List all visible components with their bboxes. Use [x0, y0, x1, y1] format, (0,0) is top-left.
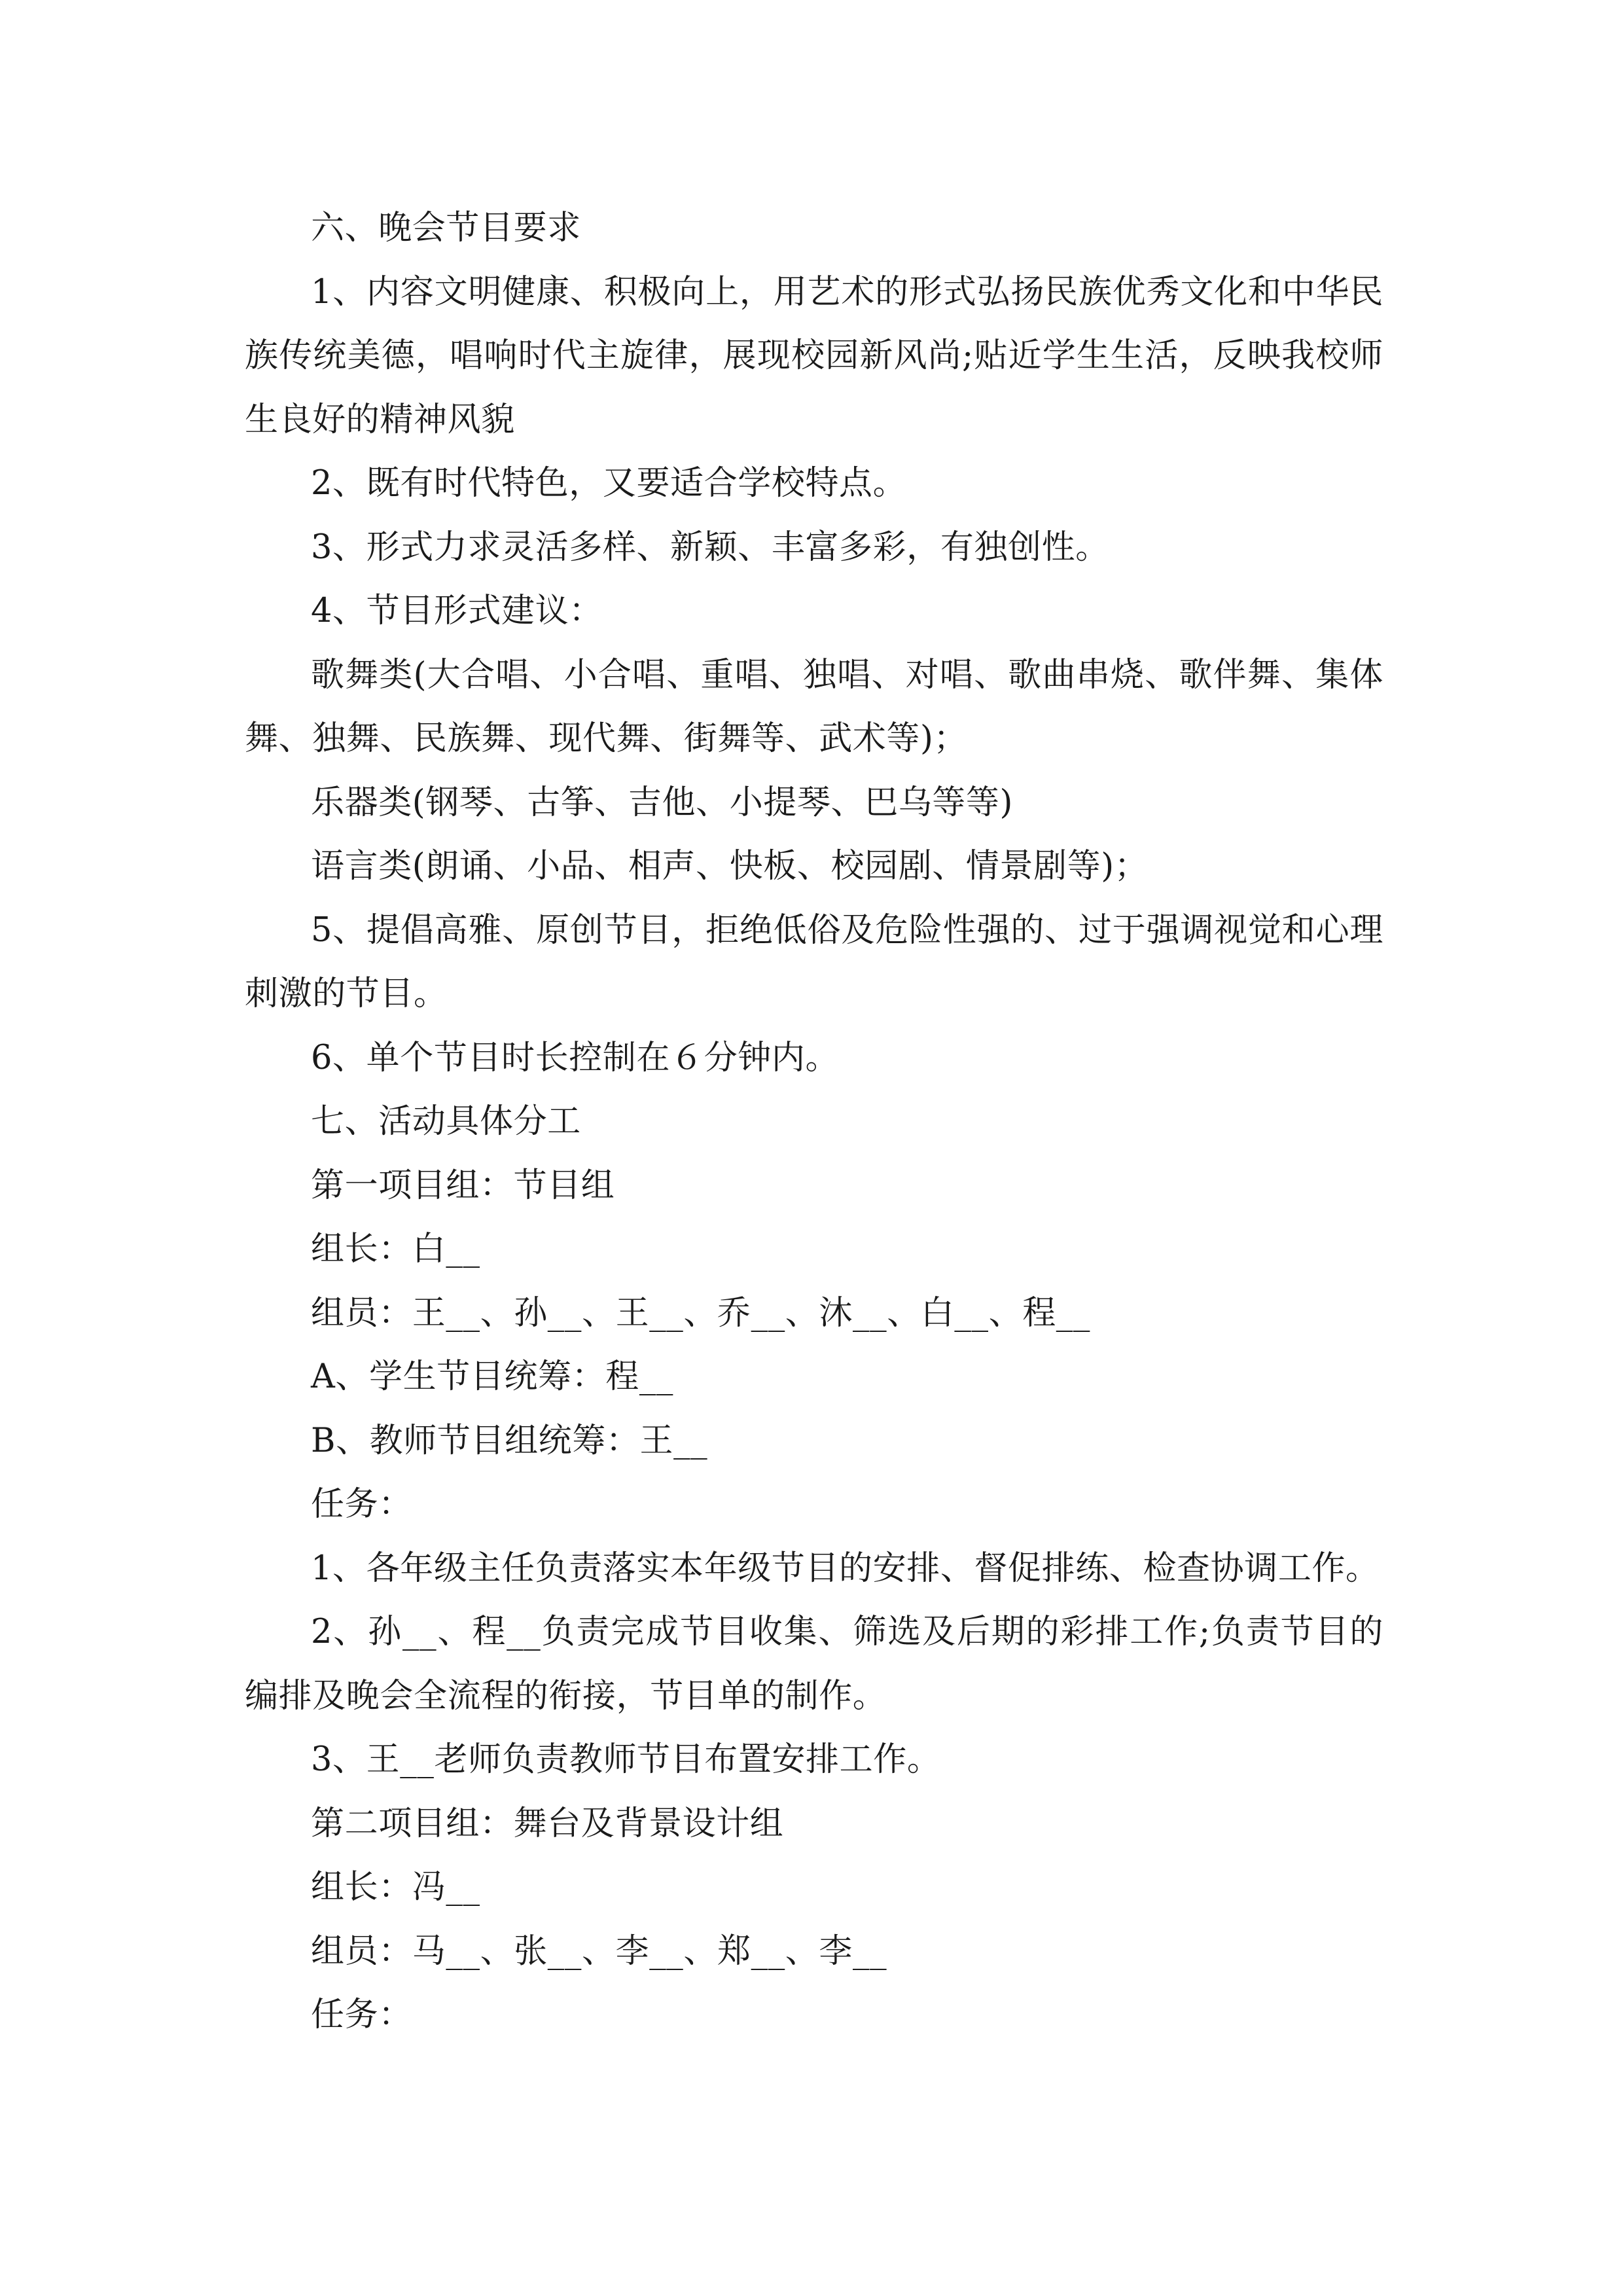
group-1-members: 组员：王__、孙__、王__、乔__、沐__、白__、程__	[311, 1293, 1091, 1333]
group-1-teacher-coordinator: B、教师节目组统筹：王__	[311, 1421, 708, 1460]
group-2-title: 第二项目组：舞台及背景设计组	[311, 1804, 784, 1843]
requirement-item-5: 5、提倡高雅、原创节目，拒绝低俗及危险性强的、过于强调视觉和心理刺激的节目。	[245, 910, 1383, 1013]
group-1-task-3: 3、王__老师负责教师节目布置安排工作。	[311, 1740, 941, 1779]
program-type-song-dance: 歌舞类(大合唱、小合唱、重唱、独唱、对唱、歌曲串烧、歌伴舞、集体舞、独舞、民族舞、现代舞、街舞等、武术等)；	[245, 655, 1383, 758]
document-body	[245, 196, 1383, 2047]
group-1-task-2: 2、孙__、程__负责完成节目收集、筛选及后期的彩排工作;负责节目的编排及晚会全流程的衔接，节目单的制作。	[245, 1613, 1383, 1715]
group-1-leader: 组长：白__	[311, 1230, 480, 1268]
program-type-instrument: 乐器类(钢琴、古筝、吉他、小提琴、巴乌等等)	[311, 783, 1013, 822]
requirement-item-1: 1、内容文明健康、积极向上，用艺术的形式弘扬民族优秀文化和中华民族传统美德，唱响时代主旋律，展现校园新风尚;贴近学生生活，反映我校师生良好的精神风貌	[245, 272, 1383, 439]
requirement-item-2: 2、既有时代特色，又要适合学校特点。	[311, 464, 907, 503]
requirement-item-3: 3、形式力求灵活多样、新颖、丰富多彩，有独创性。	[311, 528, 1109, 567]
group-2-leader: 组长：冯__	[311, 1868, 480, 1907]
requirement-item-6: 6、单个节目时长控制在６分钟内。	[311, 1038, 840, 1077]
group-2-tasks-label: 任务：	[311, 1996, 412, 2034]
program-type-language: 语言类(朗诵、小品、相声、快板、校园剧、情景剧等)；	[311, 847, 1149, 886]
requirement-item-4: 4、节目形式建议：	[311, 592, 603, 630]
group-1-task-1: 1、各年级主任负责落实本年级节目的安排、督促排练、检查协调工作。	[311, 1549, 1380, 1588]
section-heading-division-of-labor: 七、活动具体分工	[311, 1102, 581, 1141]
section-heading-program-requirements: 六、晚会节目要求	[311, 209, 581, 247]
group-1-title: 第一项目组：节目组	[311, 1166, 615, 1205]
group-1-tasks-label: 任务：	[311, 1485, 412, 1524]
group-2-members: 组员：马__、张__、李__、郑__、李__	[311, 1931, 887, 1971]
group-1-student-coordinator: A、学生节目统筹：程__	[311, 1357, 674, 1396]
